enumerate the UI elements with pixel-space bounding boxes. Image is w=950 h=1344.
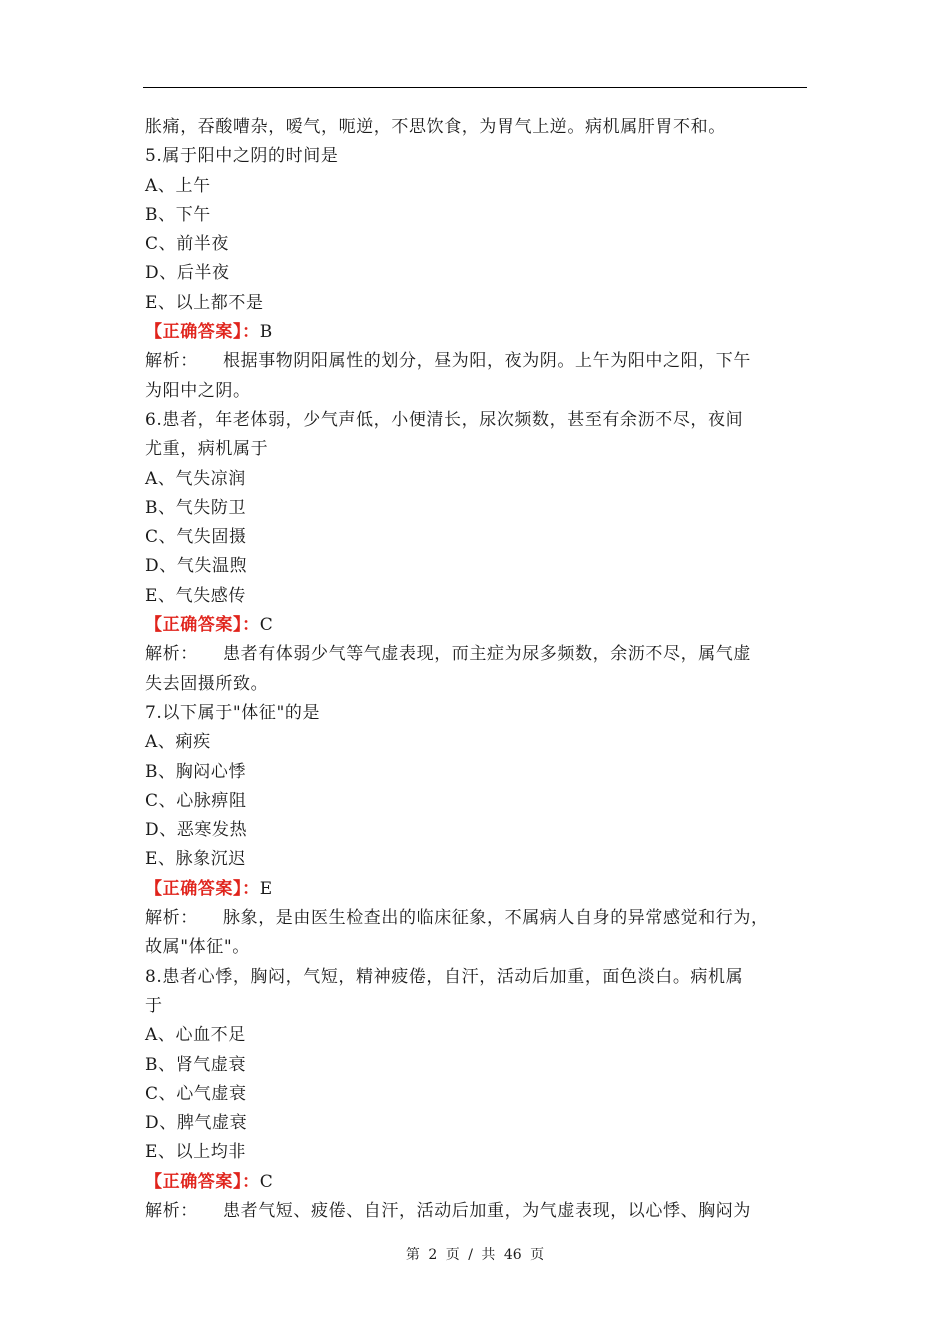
option-c: C、心气虚衰 bbox=[145, 1083, 247, 1104]
analysis-continuation: 故属"体征"。 bbox=[145, 937, 250, 958]
option-e: E、以上均非 bbox=[145, 1142, 247, 1163]
analysis-label: 解析： bbox=[145, 644, 198, 665]
answer-value: E bbox=[259, 878, 273, 899]
option-d: D、气失温煦 bbox=[145, 556, 248, 577]
answer-label: 【正确答案】： bbox=[145, 878, 260, 899]
question-stem: 6.患者，年老体弱，少气声低，小便清长，尿次频数，甚至有余沥不尽，夜间 bbox=[145, 409, 744, 430]
question-stem: 7.以下属于"体征"的是 bbox=[145, 702, 321, 723]
option-e: E、气失感传 bbox=[145, 585, 247, 606]
question-7 bbox=[145, 699, 807, 963]
answer-label: 【正确答案】： bbox=[145, 615, 260, 636]
question-5 bbox=[145, 142, 807, 406]
question-stem-continuation: 于 bbox=[145, 995, 163, 1016]
analysis-continuation: 失去固摄所致。 bbox=[145, 673, 269, 694]
option-a: A、心血不足 bbox=[145, 1025, 246, 1046]
header-rule bbox=[143, 87, 807, 88]
option-a: A、上午 bbox=[145, 175, 211, 196]
answer-value: C bbox=[259, 615, 274, 636]
analysis-text: 脉象，是由医生检查出的临床征象，不属病人自身的异常感觉和行为， bbox=[223, 908, 769, 929]
analysis-label: 解析： bbox=[145, 1200, 198, 1221]
question-stem: 8.患者心悸，胸闷，气短，精神疲倦，自汗，活动后加重，面色淡白。病机属 bbox=[145, 966, 744, 987]
answer-value: C bbox=[259, 1171, 274, 1192]
question-6 bbox=[145, 406, 807, 699]
analysis-text: 患者有体弱少气等气虚表现，而主症为尿多频数，余沥不尽，属气虚 bbox=[223, 644, 751, 665]
answer-value: B bbox=[259, 322, 273, 343]
analysis-label: 解析： bbox=[145, 908, 198, 929]
analysis-line bbox=[145, 904, 807, 933]
answer-row bbox=[145, 1168, 807, 1197]
footer-page-word: 页 bbox=[445, 1247, 460, 1263]
option-e: E、脉象沉迟 bbox=[145, 849, 247, 870]
option-a: A、痢疾 bbox=[145, 732, 211, 753]
answer-row bbox=[145, 875, 807, 904]
footer-total-prefix: 共 bbox=[481, 1247, 496, 1263]
option-d: D、后半夜 bbox=[145, 263, 230, 284]
footer-prefix: 第 bbox=[405, 1247, 420, 1263]
question-stem: 5.属于阳中之阴的时间是 bbox=[145, 146, 339, 167]
analysis-line bbox=[145, 640, 807, 669]
document-body bbox=[145, 113, 807, 1226]
option-d: D、脾气虚衰 bbox=[145, 1113, 248, 1134]
analysis-line bbox=[145, 1197, 807, 1226]
option-b: B、气失防卫 bbox=[145, 497, 247, 518]
option-d: D、恶寒发热 bbox=[145, 820, 248, 841]
option-c: C、前半夜 bbox=[145, 234, 230, 255]
footer-total-suffix: 页 bbox=[530, 1247, 545, 1263]
footer-separator: / bbox=[468, 1247, 473, 1263]
question-stem-continuation: 尤重，病机属于 bbox=[145, 439, 269, 460]
analysis-text: 根据事物阴阳属性的划分，昼为阳，夜为阴。上午为阳中之阳，下午 bbox=[223, 351, 751, 372]
analysis-label: 解析： bbox=[145, 351, 198, 372]
answer-label: 【正确答案】： bbox=[145, 1171, 260, 1192]
answer-row bbox=[145, 318, 807, 347]
option-c: C、心脉痹阻 bbox=[145, 790, 247, 811]
analysis-continuation: 为阳中之阴。 bbox=[145, 380, 251, 401]
option-b: B、胸闷心悸 bbox=[145, 761, 247, 782]
footer-current-page: 2 bbox=[428, 1247, 438, 1263]
analysis-text: 患者气短、疲倦、自汗，活动后加重，为气虚表现，以心悸、胸闷为 bbox=[223, 1200, 751, 1221]
option-c: C、气失固摄 bbox=[145, 527, 247, 548]
carryover-text: 胀痛，吞酸嘈杂，嗳气，呃逆，不思饮食，为胃气上逆。病机属肝胃不和。 bbox=[145, 117, 726, 137]
analysis-line bbox=[145, 347, 807, 376]
footer-total-pages: 46 bbox=[503, 1247, 522, 1263]
question-8 bbox=[145, 963, 807, 1227]
option-e: E、以上都不是 bbox=[145, 292, 264, 313]
answer-label: 【正确答案】： bbox=[145, 322, 260, 343]
option-a: A、气失凉润 bbox=[145, 468, 246, 489]
answer-row bbox=[145, 611, 807, 640]
option-b: B、肾气虚衰 bbox=[145, 1054, 247, 1075]
option-b: B、下午 bbox=[145, 204, 211, 225]
page-footer bbox=[0, 1244, 950, 1264]
